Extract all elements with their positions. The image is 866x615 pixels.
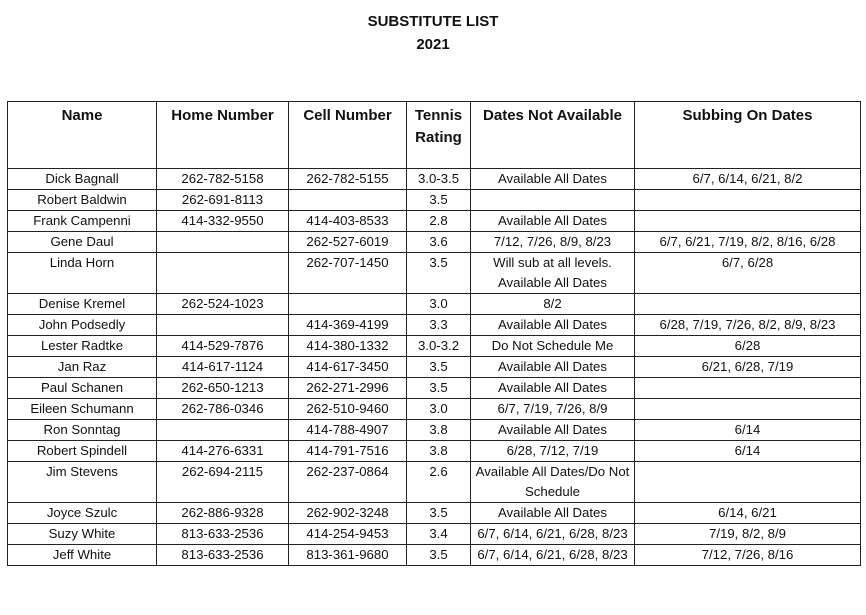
home-number-cell: 262-691-8113 bbox=[157, 190, 289, 211]
table-row bbox=[8, 545, 861, 566]
table-row bbox=[8, 253, 861, 294]
table-row bbox=[8, 336, 861, 357]
rating-cell: 3.6 bbox=[407, 232, 471, 253]
name-cell: Suzy White bbox=[8, 524, 157, 545]
name-cell: Eileen Schumann bbox=[8, 399, 157, 420]
subbing-dates-cell bbox=[635, 190, 861, 211]
header-subbing-on-dates: Subbing On Dates bbox=[635, 102, 861, 169]
cell-number-cell: 414-788-4907 bbox=[289, 420, 407, 441]
subbing-dates-cell: 6/28, 7/19, 7/26, 8/2, 8/9, 8/23 bbox=[635, 315, 861, 336]
rating-cell: 3.5 bbox=[407, 357, 471, 378]
home-number-cell bbox=[157, 315, 289, 336]
cell-number-cell bbox=[289, 294, 407, 315]
table-row bbox=[8, 462, 861, 503]
subbing-dates-cell: 6/28 bbox=[635, 336, 861, 357]
name-cell: Frank Campenni bbox=[8, 211, 157, 232]
home-number-cell: 414-332-9550 bbox=[157, 211, 289, 232]
home-number-cell bbox=[157, 420, 289, 441]
table-row bbox=[8, 524, 861, 545]
name-cell: Jim Stevens bbox=[8, 462, 157, 503]
header-dates-not-available: Dates Not Available bbox=[471, 102, 635, 169]
home-number-cell bbox=[157, 253, 289, 294]
home-number-cell: 414-617-1124 bbox=[157, 357, 289, 378]
cell-number-cell: 262-902-3248 bbox=[289, 503, 407, 524]
name-cell: Gene Daul bbox=[8, 232, 157, 253]
document-year: 2021 bbox=[416, 36, 450, 53]
substitute-table bbox=[7, 101, 861, 566]
name-cell: Ron Sonntag bbox=[8, 420, 157, 441]
cell-number-cell: 414-254-9453 bbox=[289, 524, 407, 545]
subbing-dates-cell bbox=[635, 462, 861, 503]
name-cell: Paul Schanen bbox=[8, 378, 157, 399]
cell-number-cell: 414-791-7516 bbox=[289, 441, 407, 462]
rating-cell: 3.5 bbox=[407, 545, 471, 566]
cell-number-cell: 262-237-0864 bbox=[289, 462, 407, 503]
table-row bbox=[8, 378, 861, 399]
table-header-row bbox=[8, 102, 861, 169]
dates-not-available-cell: Available All Dates bbox=[471, 357, 635, 378]
rating-cell: 3.0 bbox=[407, 399, 471, 420]
table-row bbox=[8, 294, 861, 315]
subbing-dates-cell: 6/14 bbox=[635, 441, 861, 462]
home-number-cell: 414-529-7876 bbox=[157, 336, 289, 357]
cell-number-cell: 414-617-3450 bbox=[289, 357, 407, 378]
cell-number-cell: 262-271-2996 bbox=[289, 378, 407, 399]
rating-cell: 3.8 bbox=[407, 420, 471, 441]
subbing-dates-cell: 6/7, 6/21, 7/19, 8/2, 8/16, 6/28 bbox=[635, 232, 861, 253]
cell-number-cell: 414-380-1332 bbox=[289, 336, 407, 357]
table-row bbox=[8, 190, 861, 211]
rating-cell: 3.5 bbox=[407, 253, 471, 294]
dates-not-available-cell: Do Not Schedule Me bbox=[471, 336, 635, 357]
subbing-dates-cell: 7/19, 8/2, 8/9 bbox=[635, 524, 861, 545]
dates-not-available-cell: Available All Dates bbox=[471, 315, 635, 336]
table-row bbox=[8, 441, 861, 462]
dates-not-available-cell: 8/2 bbox=[471, 294, 635, 315]
subbing-dates-cell bbox=[635, 211, 861, 232]
subbing-dates-cell: 6/14 bbox=[635, 420, 861, 441]
name-cell: Lester Radtke bbox=[8, 336, 157, 357]
home-number-cell: 262-650-1213 bbox=[157, 378, 289, 399]
home-number-cell: 262-694-2115 bbox=[157, 462, 289, 503]
rating-cell: 3.0 bbox=[407, 294, 471, 315]
cell-number-cell: 262-527-6019 bbox=[289, 232, 407, 253]
rating-cell: 2.8 bbox=[407, 211, 471, 232]
dates-not-available-cell: Will sub at all levels. Available All Dates bbox=[471, 253, 635, 294]
dates-not-available-cell: Available All Dates bbox=[471, 211, 635, 232]
subbing-dates-cell bbox=[635, 399, 861, 420]
name-cell: Jeff White bbox=[8, 545, 157, 566]
dates-not-available-cell: 6/7, 6/14, 6/21, 6/28, 8/23 bbox=[471, 545, 635, 566]
subbing-dates-cell: 7/12, 7/26, 8/16 bbox=[635, 545, 861, 566]
name-cell: John Podsedly bbox=[8, 315, 157, 336]
table-row bbox=[8, 232, 861, 253]
name-cell: Jan Raz bbox=[8, 357, 157, 378]
dates-not-available-cell: 6/28, 7/12, 7/19 bbox=[471, 441, 635, 462]
document-title: SUBSTITUTE LIST bbox=[367, 13, 499, 30]
home-number-cell: 262-886-9328 bbox=[157, 503, 289, 524]
home-number-cell bbox=[157, 232, 289, 253]
subbing-dates-cell bbox=[635, 378, 861, 399]
rating-cell: 3.5 bbox=[407, 190, 471, 211]
home-number-cell: 262-524-1023 bbox=[157, 294, 289, 315]
home-number-cell: 262-782-5158 bbox=[157, 169, 289, 190]
dates-not-available-cell: Available All Dates/Do Not Schedule bbox=[471, 462, 635, 503]
subbing-dates-cell: 6/14, 6/21 bbox=[635, 503, 861, 524]
name-cell: Denise Kremel bbox=[8, 294, 157, 315]
table-row bbox=[8, 357, 861, 378]
dates-not-available-cell bbox=[471, 190, 635, 211]
table-row bbox=[8, 399, 861, 420]
home-number-cell: 262-786-0346 bbox=[157, 399, 289, 420]
table-row bbox=[8, 169, 861, 190]
name-cell: Dick Bagnall bbox=[8, 169, 157, 190]
dates-not-available-cell: Available All Dates bbox=[471, 420, 635, 441]
rating-cell: 3.0-3.5 bbox=[407, 169, 471, 190]
cell-number-cell: 262-782-5155 bbox=[289, 169, 407, 190]
rating-cell: 3.3 bbox=[407, 315, 471, 336]
rating-cell: 3.8 bbox=[407, 441, 471, 462]
rating-cell: 3.5 bbox=[407, 503, 471, 524]
header-home-number: Home Number bbox=[157, 102, 289, 169]
name-cell: Joyce Szulc bbox=[8, 503, 157, 524]
cell-number-cell: 414-369-4199 bbox=[289, 315, 407, 336]
dates-not-available-cell: 7/12, 7/26, 8/9, 8/23 bbox=[471, 232, 635, 253]
dates-not-available-cell: 6/7, 7/19, 7/26, 8/9 bbox=[471, 399, 635, 420]
header-cell-number: Cell Number bbox=[289, 102, 407, 169]
subbing-dates-cell bbox=[635, 294, 861, 315]
home-number-cell: 414-276-6331 bbox=[157, 441, 289, 462]
table-row bbox=[8, 420, 861, 441]
subbing-dates-cell: 6/21, 6/28, 7/19 bbox=[635, 357, 861, 378]
header-name: Name bbox=[8, 102, 157, 169]
rating-cell: 2.6 bbox=[407, 462, 471, 503]
cell-number-cell: 262-510-9460 bbox=[289, 399, 407, 420]
table-row bbox=[8, 503, 861, 524]
rating-cell: 3.4 bbox=[407, 524, 471, 545]
cell-number-cell: 262-707-1450 bbox=[289, 253, 407, 294]
dates-not-available-cell: Available All Dates bbox=[471, 503, 635, 524]
dates-not-available-cell: 6/7, 6/14, 6/21, 6/28, 8/23 bbox=[471, 524, 635, 545]
name-cell: Robert Baldwin bbox=[8, 190, 157, 211]
name-cell: Robert Spindell bbox=[8, 441, 157, 462]
subbing-dates-cell: 6/7, 6/28 bbox=[635, 253, 861, 294]
subbing-dates-cell: 6/7, 6/14, 6/21, 8/2 bbox=[635, 169, 861, 190]
table-row bbox=[8, 211, 861, 232]
header-tennis-rating: Tennis Rating bbox=[407, 102, 471, 169]
cell-number-cell: 414-403-8533 bbox=[289, 211, 407, 232]
rating-cell: 3.0-3.2 bbox=[407, 336, 471, 357]
home-number-cell: 813-633-2536 bbox=[157, 524, 289, 545]
dates-not-available-cell: Available All Dates bbox=[471, 169, 635, 190]
home-number-cell: 813-633-2536 bbox=[157, 545, 289, 566]
cell-number-cell: 813-361-9680 bbox=[289, 545, 407, 566]
table-row bbox=[8, 315, 861, 336]
name-cell: Linda Horn bbox=[8, 253, 157, 294]
rating-cell: 3.5 bbox=[407, 378, 471, 399]
dates-not-available-cell: Available All Dates bbox=[471, 378, 635, 399]
cell-number-cell bbox=[289, 190, 407, 211]
